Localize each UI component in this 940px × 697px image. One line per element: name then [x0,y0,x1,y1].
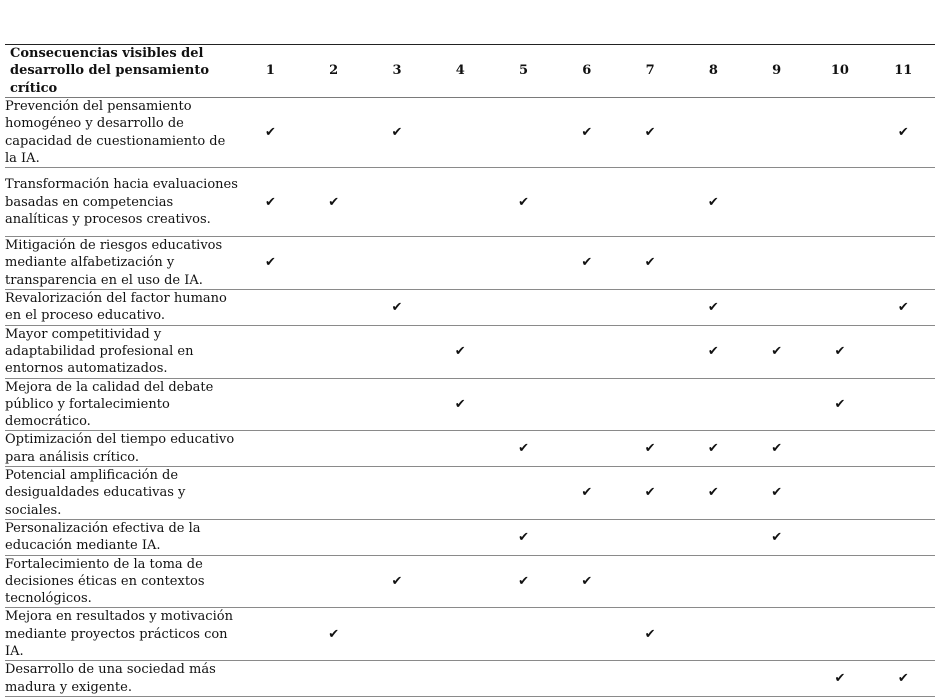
empty-cell [492,290,555,326]
checkmark-icon: ✔ [581,485,593,501]
empty-cell [492,467,555,520]
checkmark-icon: ✔ [644,485,656,501]
empty-cell [682,608,745,661]
header-column-10: 10 [830,63,849,79]
empty-cell [872,325,935,378]
table-row [5,519,935,555]
table-row [5,325,935,378]
header-column-1: 1 [265,63,275,79]
header-column-11: 11 [894,63,913,79]
empty-cell [492,325,555,378]
checkmark-icon: ✔ [771,485,783,501]
empty-cell [302,519,365,555]
consequence-label: Personalización efectiva de la educación mediante IA. [5,520,201,554]
table-body [5,98,935,697]
empty-cell [682,98,745,168]
empty-cell [618,290,681,326]
consequence-label: Prevención del pensamiento homogéneo y desarrollo de capacidad de cuestionamiento de la IA. [5,99,226,166]
empty-cell [429,555,492,608]
empty-cell [555,325,618,378]
empty-cell [808,555,871,608]
empty-cell [429,608,492,661]
empty-cell [682,519,745,555]
checkmark-icon: ✔ [707,194,719,210]
table-row [5,555,935,608]
empty-cell [492,237,555,290]
checkmark-icon: ✔ [897,299,909,315]
table-row [5,98,935,168]
empty-cell [808,608,871,661]
checkmark-icon: ✔ [581,573,593,589]
empty-cell [745,608,808,661]
checkmark-icon: ✔ [518,194,529,210]
empty-cell [682,237,745,290]
checkmark-icon: ✔ [644,441,656,457]
empty-cell [239,555,302,608]
empty-cell [872,519,935,555]
empty-cell [745,290,808,326]
checkmark-icon: ✔ [264,124,276,140]
header-column-4: 4 [455,63,465,79]
table-row [5,608,935,661]
empty-cell [745,661,808,697]
empty-cell [682,661,745,697]
header-row [5,45,935,98]
empty-cell [618,555,681,608]
empty-cell [429,98,492,168]
empty-cell [239,290,302,326]
consequence-label: Fortalecimiento de la toma de decisiones éticas en contextos tecnológicos. [5,556,205,607]
header-column-8: 8 [708,63,718,79]
empty-cell [365,519,428,555]
consequence-label: Revalorización del factor humano en el proceso educativo. [5,291,227,324]
empty-cell [808,168,871,237]
checkmark-icon: ✔ [264,194,276,210]
empty-cell [745,378,808,431]
checkmark-icon: ✔ [707,485,719,501]
empty-cell [492,98,555,168]
checkmark-icon: ✔ [454,396,466,412]
empty-cell [365,378,428,431]
checkmark-icon: ✔ [391,299,403,315]
header-column-9: 9 [772,63,782,79]
empty-cell [872,168,935,237]
empty-cell [872,608,935,661]
empty-cell [429,168,492,237]
empty-cell [239,661,302,697]
empty-cell [429,661,492,697]
table-row [5,290,935,326]
empty-cell [555,519,618,555]
checkmark-icon: ✔ [834,396,846,412]
header-column-7: 7 [645,63,655,79]
checkmark-icon: ✔ [328,194,340,210]
consequence-label: Optimización del tiempo educativo para análisis crítico. [5,432,235,465]
table-row [5,378,935,431]
empty-cell [745,555,808,608]
empty-cell [302,431,365,467]
consequence-label: Potencial amplificación de desigualdades educativas y sociales. [5,468,186,518]
empty-cell [745,168,808,237]
header-column-3: 3 [392,63,402,79]
empty-cell [618,378,681,431]
empty-cell [302,467,365,520]
consequence-label: Mejora de la calidad del debate público y fortalecimiento democrático. [5,379,214,430]
empty-cell [302,290,365,326]
empty-cell [872,467,935,520]
empty-cell [618,661,681,697]
checkmark-icon: ✔ [707,441,719,457]
empty-cell [618,325,681,378]
empty-cell [365,467,428,520]
empty-cell [365,168,428,237]
empty-cell [492,378,555,431]
empty-cell [555,378,618,431]
empty-cell [808,290,871,326]
checkmark-icon: ✔ [707,299,719,315]
checkmark-icon: ✔ [771,343,783,359]
consequence-label: Mejora en resultados y motivación mediante proyectos prácticos con IA. [5,609,233,660]
checkmark-icon: ✔ [707,343,719,359]
empty-cell [429,519,492,555]
empty-cell [872,431,935,467]
table-header [5,45,935,98]
empty-cell [365,431,428,467]
checkmark-icon: ✔ [328,626,340,642]
empty-cell [365,661,428,697]
empty-cell [872,378,935,431]
header-column-6: 6 [582,63,592,79]
empty-cell [872,237,935,290]
empty-cell [365,608,428,661]
checkmark-icon: ✔ [391,124,403,140]
empty-cell [492,661,555,697]
checkmark-icon: ✔ [581,124,593,140]
table-row [5,467,935,520]
consequence-label: Mitigación de riesgos educativos mediante alfabetización y transparencia en el uso de IA. [5,238,223,288]
checkmark-icon: ✔ [518,573,529,589]
empty-cell [555,661,618,697]
checkmark-icon: ✔ [391,573,403,589]
table-row [5,168,935,237]
empty-cell [302,237,365,290]
empty-cell [302,325,365,378]
empty-cell [808,431,871,467]
empty-cell [365,325,428,378]
checkmark-icon: ✔ [771,441,783,457]
empty-cell [492,608,555,661]
checkmark-icon: ✔ [454,343,466,359]
empty-cell [239,325,302,378]
checkmark-icon: ✔ [834,343,846,359]
empty-cell [239,378,302,431]
consequence-label: Mayor competitividad y adaptabilidad profesional en entornos automatizados. [5,326,194,377]
empty-cell [239,431,302,467]
empty-cell [429,237,492,290]
empty-cell [682,555,745,608]
checkmark-icon: ✔ [264,255,276,271]
consequence-label: Desarrollo de una sociedad más madura y exigente. [5,662,216,695]
empty-cell [239,608,302,661]
checkmark-icon: ✔ [518,441,529,457]
empty-cell [239,519,302,555]
empty-cell [872,555,935,608]
table-row [5,661,935,697]
empty-cell [429,467,492,520]
empty-cell [429,431,492,467]
empty-cell [618,168,681,237]
checkmark-icon: ✔ [771,529,783,545]
empty-cell [302,661,365,697]
empty-cell [302,98,365,168]
empty-cell [745,98,808,168]
empty-cell [682,378,745,431]
checkmark-icon: ✔ [897,670,909,686]
table-row [5,431,935,467]
empty-cell [429,290,492,326]
consequence-label: Transformación hacia evaluaciones basadas en competencias analíticas y procesos creativos. [5,177,238,227]
empty-cell [555,168,618,237]
consequences-matrix-table [5,44,935,697]
checkmark-icon: ✔ [644,124,656,140]
empty-cell [365,237,428,290]
header-consequences: Consecuencias visibles del desarrollo del pensamiento crítico [10,46,210,96]
empty-cell [302,378,365,431]
empty-cell [555,290,618,326]
empty-cell [808,98,871,168]
table-row [5,237,935,290]
empty-cell [745,237,808,290]
empty-cell [618,519,681,555]
checkmark-icon: ✔ [644,255,656,271]
header-column-2: 2 [329,63,339,79]
checkmark-icon: ✔ [581,255,593,271]
empty-cell [302,555,365,608]
checkmark-icon: ✔ [897,124,909,140]
checkmark-icon: ✔ [518,529,529,545]
empty-cell [808,519,871,555]
empty-cell [555,431,618,467]
header-column-5: 5 [519,63,529,79]
empty-cell [239,467,302,520]
checkmark-icon: ✔ [644,626,656,642]
empty-cell [808,237,871,290]
empty-cell [555,608,618,661]
empty-cell [808,467,871,520]
checkmark-icon: ✔ [834,670,846,686]
